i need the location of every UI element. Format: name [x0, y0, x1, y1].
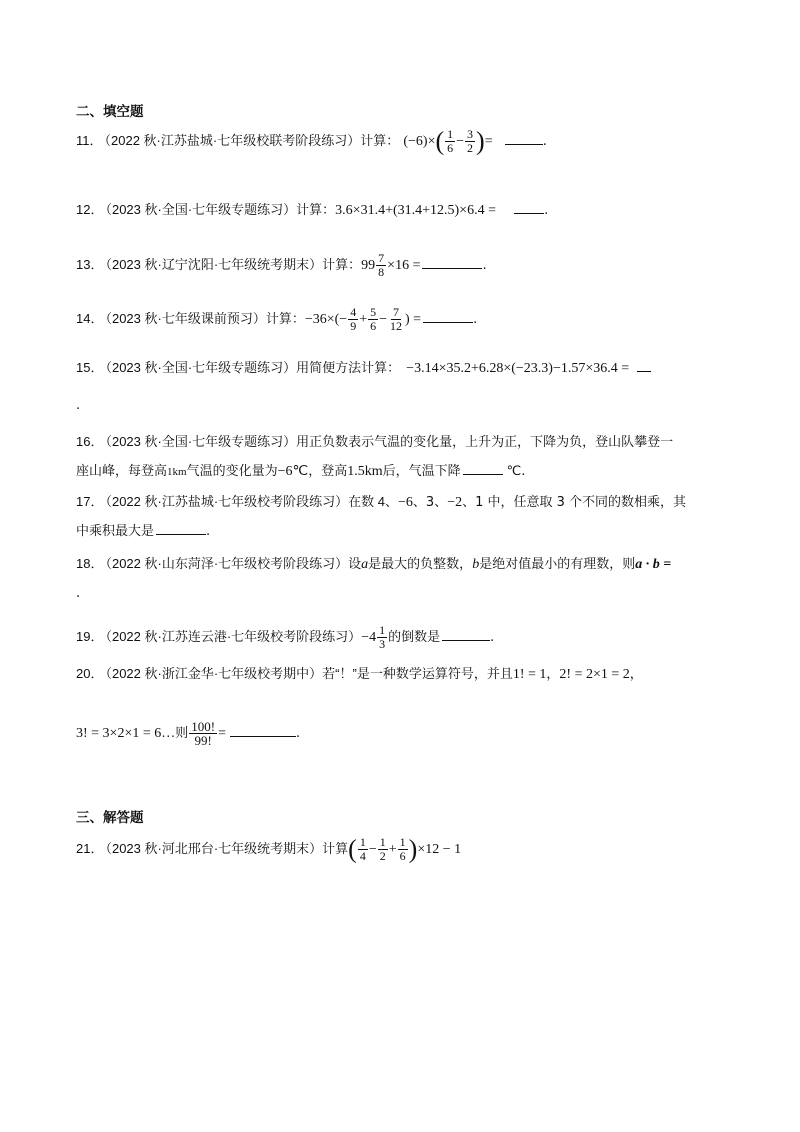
answer-blank[interactable]: [422, 267, 482, 269]
question-number: 17．: [76, 494, 104, 509]
question-source: （2023 秋·河北邢台·七年级统考期末）计算: [105, 841, 349, 856]
question-text: 座山峰，每登高: [76, 464, 168, 479]
question-source: （2023 秋·全国·七年级专题练习）用简便方法计算：: [105, 360, 401, 375]
operator: +: [388, 842, 397, 857]
period: .: [206, 524, 211, 539]
question-13: [76, 252, 487, 279]
period: .: [544, 203, 549, 218]
math-value: 1km: [167, 466, 187, 478]
math-value: −2: [447, 495, 463, 510]
section-heading-answer: 三、解答题: [76, 810, 144, 826]
expression: 3.6×31.4+(31.4+12.5)×6.4 =: [335, 203, 496, 218]
answer-blank[interactable]: [156, 533, 206, 535]
expression: a · b =: [635, 557, 672, 572]
fraction: $\frac{4}{9}$: [350, 305, 357, 333]
question-18: [76, 554, 671, 575]
question-17: [76, 492, 686, 513]
fraction: $\frac{1}{2}$: [379, 835, 386, 863]
period: .: [76, 398, 81, 413]
question-source: （2023 秋·辽宁沈阳·七年级统考期末）计算：: [105, 257, 362, 272]
operator: +: [359, 312, 368, 327]
question-text: 气温的变化量为: [186, 464, 278, 479]
separator: ，: [546, 667, 560, 682]
question-source: （2022 秋·江苏盐城·七年级校联考阶段练习）计算：: [104, 133, 400, 148]
operator: −: [456, 134, 465, 149]
question-number: 16．: [76, 434, 104, 449]
formula: 3! = 3×2×1 = 6: [76, 726, 162, 741]
whole-number: 99: [361, 258, 376, 273]
question-text: 是绝对值最小的有理数，则: [479, 557, 636, 572]
expression: ) =: [405, 312, 422, 327]
question-20-line-2: [76, 720, 300, 747]
period: .: [521, 464, 526, 479]
question-text: ，登高: [308, 464, 348, 479]
period: .: [473, 312, 478, 327]
question-text: 后，气温下降: [382, 464, 461, 479]
answer-blank[interactable]: [637, 370, 651, 372]
unit: ℃: [506, 464, 522, 479]
question-number: 18．: [76, 556, 104, 571]
math-value: −6: [398, 495, 413, 510]
formula: 2! = 2×1 = 2: [559, 667, 630, 682]
question-text: 是最大的负整数，: [368, 557, 473, 572]
variable-b: b: [472, 557, 480, 572]
question-source: （2023 秋·七年级课前预习）计算：: [105, 311, 305, 326]
question-text: 的倒数是: [388, 630, 441, 645]
question-16: [76, 432, 673, 453]
question-text: （2023 秋·全国·七年级专题练习）用正负数表示气温的变化量，上升为正，下降为负，登山队攀登一: [105, 434, 674, 449]
expression: −36×(−: [304, 312, 348, 327]
fraction: $\frac{5}{6}$: [370, 305, 377, 333]
question-number: 20．: [76, 666, 104, 681]
period: .: [296, 726, 301, 741]
question-source: （2022 秋·山东菏泽·七年级校考阶段练习）设: [105, 556, 362, 571]
question-number: 13．: [76, 257, 104, 272]
fraction: $\frac{1}{6}$: [399, 835, 406, 863]
question-12: [76, 200, 548, 221]
fraction: $\frac{7}{12}$: [390, 305, 403, 333]
question-text: 则: [175, 726, 189, 741]
expression: ×16 =: [387, 258, 421, 273]
period: .: [490, 630, 495, 645]
question-number: 14．: [76, 311, 104, 326]
math-value: −6℃: [277, 464, 309, 479]
question-17-line-2: [76, 522, 210, 542]
question-16-line-2: [76, 462, 525, 482]
paren-right: ): [408, 834, 418, 864]
whole-number: −4: [361, 630, 377, 645]
question-number: 19．: [76, 629, 104, 644]
answer-blank[interactable]: [423, 321, 473, 323]
fraction: $\frac{1}{4}$: [359, 835, 366, 863]
question-text: （2022 秋·江苏盐城·七年级校考阶段练习）在数 4、: [105, 494, 399, 509]
question-source: （2023 秋·全国·七年级专题练习）计算：: [105, 202, 336, 217]
fraction: $\frac{3}{2}$: [467, 127, 474, 155]
question-source: （2022 秋·浙江金华·七年级校考期中）若“！”是一种数学运算符号，并且: [105, 666, 513, 681]
expression: −3.14×35.2+6.28×(−23.3)−1.57×36.4 =: [406, 361, 630, 376]
question-14: [76, 306, 477, 333]
question-number: 12．: [76, 202, 104, 217]
question-21: [76, 836, 461, 863]
expression: ×12 − 1: [417, 842, 462, 857]
question-text: 、3、: [412, 495, 448, 510]
equals: =: [484, 134, 493, 149]
answer-blank[interactable]: [442, 639, 490, 641]
formula: 1! = 1: [512, 667, 547, 682]
separator: ，: [629, 667, 643, 682]
question-number: 11．: [76, 133, 103, 148]
question-19: [76, 624, 494, 651]
question-text: 中乘积最大是: [76, 524, 155, 539]
period: .: [76, 586, 81, 601]
question-number: 15．: [76, 360, 104, 375]
fraction: $\frac{1}{6}$: [447, 127, 454, 155]
period: .: [542, 134, 547, 149]
operator: −: [379, 312, 388, 327]
answer-blank[interactable]: [230, 735, 296, 737]
expression: (−6)×: [403, 134, 436, 149]
ellipsis: …: [161, 726, 176, 741]
answer-blank[interactable]: [463, 473, 503, 475]
paren-right: ): [476, 126, 485, 156]
question-20: [76, 664, 643, 685]
equals: =: [218, 726, 227, 741]
answer-blank[interactable]: [514, 212, 544, 214]
paren-left: (: [348, 834, 357, 864]
question-number: 21．: [76, 841, 104, 856]
question-11: [76, 128, 547, 155]
math-value: 1.5km: [347, 464, 383, 479]
question-15: [76, 358, 651, 379]
fraction: $\frac{1}{3}$: [379, 623, 386, 651]
paren-left: (: [435, 126, 445, 156]
question-source: （2022 秋·江苏连云港·七年级校考阶段练习）: [105, 629, 362, 644]
question-text: 、1 中，任意取 3 个不同的数相乘，其: [462, 495, 687, 510]
operator: −: [368, 842, 377, 857]
answer-blank[interactable]: [505, 143, 543, 145]
fraction: $\frac{7}{8}$: [378, 251, 385, 279]
fraction: $\frac{100!}{99!}$: [191, 719, 216, 748]
section-heading-fill-in: 二、填空题: [76, 104, 144, 120]
variable-a: a: [361, 557, 369, 572]
period: .: [482, 258, 487, 273]
